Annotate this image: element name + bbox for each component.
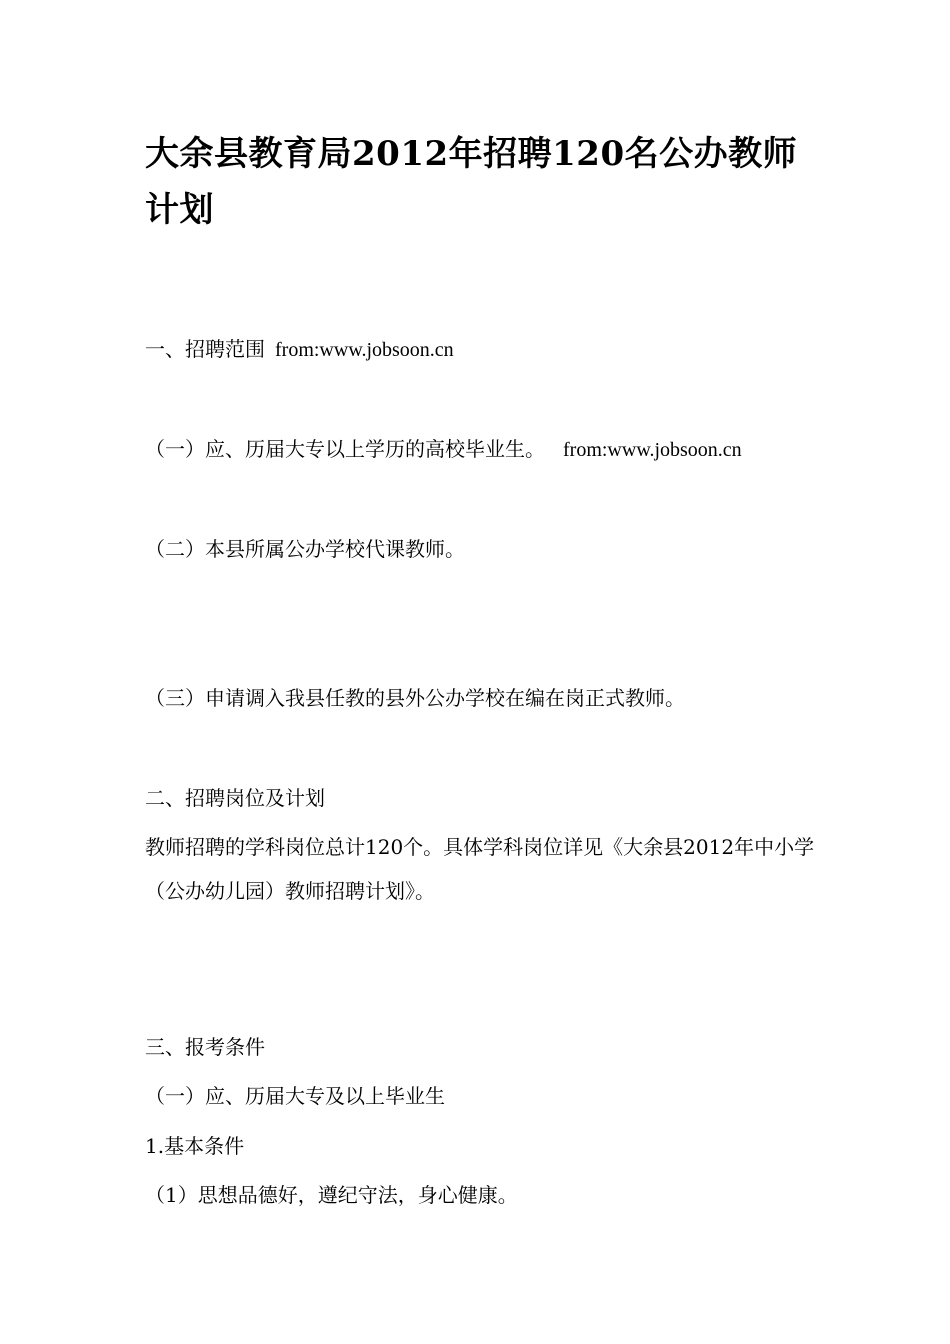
section1-heading-line bbox=[145, 334, 454, 365]
section1-heading: 一、招聘范围 bbox=[145, 337, 265, 361]
section2-body: 教师招聘的学科岗位总计120个。具体学科岗位详见《大余县2012年中小学（公办幼儿园）教师招聘计划》。 bbox=[145, 835, 815, 903]
section3-sub1-point: 1.基本条件 bbox=[145, 1134, 245, 1158]
section1-item2: （二）本县所属公办学校代课教师。 bbox=[145, 537, 465, 561]
source-note: from:www.jobsoon.cn bbox=[563, 439, 742, 461]
document-title: 大余县教育局2012年招聘120名公办教师计划 bbox=[145, 134, 798, 230]
section1-item1: （一）应、历届大专以上学历的高校毕业生。 bbox=[145, 437, 545, 461]
section2-heading: 二、招聘岗位及计划 bbox=[145, 786, 325, 810]
section3-sub1: （一）应、历届大专及以上毕业生 bbox=[145, 1084, 445, 1108]
section1-item3: （三）申请调入我县任教的县外公办学校在编在岗正式教师。 bbox=[145, 686, 685, 710]
section1-item1-line bbox=[145, 434, 742, 465]
source-note: from:www.jobsoon.cn bbox=[275, 339, 454, 361]
section3-heading: 三、报考条件 bbox=[145, 1035, 265, 1059]
section3-sub1-item1: （1）思想品德好，遵纪守法，身心健康。 bbox=[145, 1183, 518, 1207]
